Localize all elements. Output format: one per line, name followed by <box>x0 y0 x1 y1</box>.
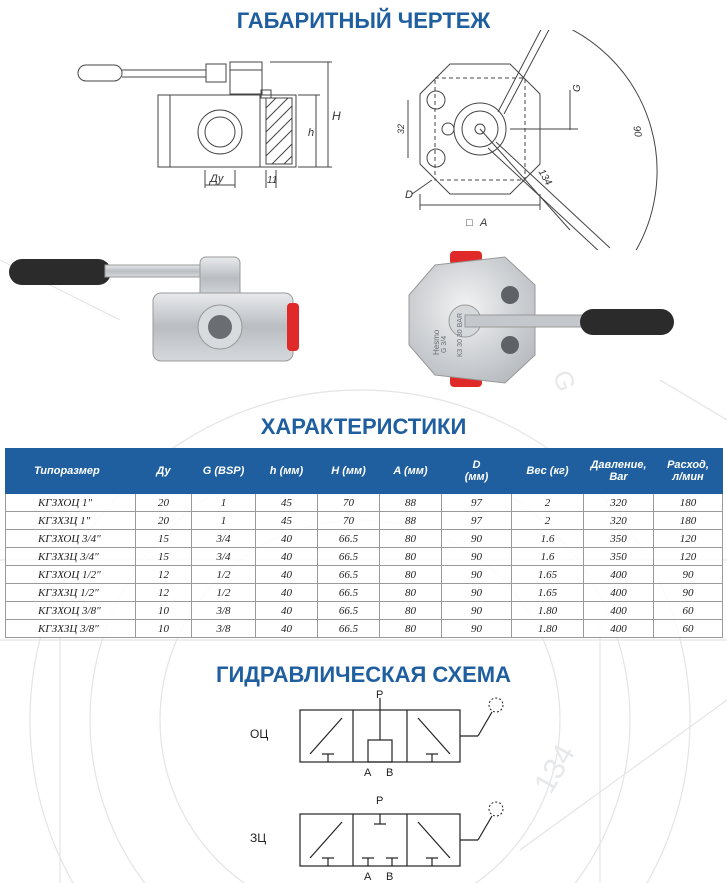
table-cell: 400 <box>584 584 654 602</box>
table-cell: 97 <box>442 512 512 530</box>
bg-g-text: G <box>546 365 583 396</box>
hydraulic-scheme-zc <box>250 790 530 883</box>
table-header-text: G (BSP) <box>202 465 245 477</box>
table-row <box>6 530 723 548</box>
table-cell: 20 <box>136 494 192 512</box>
table-header-cell <box>442 449 512 494</box>
table-cell: 90 <box>654 584 723 602</box>
specs-table <box>5 448 723 638</box>
table-cell: 40 <box>256 566 318 584</box>
table-cell: 60 <box>654 602 723 620</box>
table-cell: 400 <box>584 566 654 584</box>
table-cell: 10 <box>136 620 192 638</box>
table-cell: 88 <box>380 512 442 530</box>
table-header-text: Типоразмер <box>34 465 100 477</box>
table-row <box>6 602 723 620</box>
table-cell: 1.80 <box>512 620 584 638</box>
table-row <box>6 512 723 530</box>
hydraulic-heading: ГИДРАВЛИЧЕСКАЯ СХЕМА <box>215 662 512 687</box>
table-cell: 3/8 <box>192 620 256 638</box>
table-header-text: (мм) <box>464 471 489 483</box>
table-cell: 40 <box>256 584 318 602</box>
specs-heading: ХАРАКТЕРИСТИКИ <box>260 414 467 439</box>
table-cell: 1/2 <box>192 584 256 602</box>
table-cell: 1.80 <box>512 602 584 620</box>
table-cell: 120 <box>654 530 723 548</box>
table-header-cell <box>192 449 256 494</box>
g-dim-label: G <box>572 84 583 92</box>
table-cell: КГЗХЗЦ 1" <box>6 512 136 530</box>
table-cell: 180 <box>654 494 723 512</box>
table-cell: 1 <box>192 494 256 512</box>
table-cell: 400 <box>584 620 654 638</box>
table-cell: 66.5 <box>318 602 380 620</box>
table-cell: 350 <box>584 548 654 566</box>
table-row <box>6 566 723 584</box>
table-cell: 3/4 <box>192 548 256 566</box>
drawing-heading: ГАБАРИТНЫЙ ЧЕРТЕЖ <box>236 8 491 33</box>
side-view-drawing <box>70 50 360 200</box>
table-cell: КГЗХЗЦ 3/4" <box>6 548 136 566</box>
table-cell: 45 <box>256 494 318 512</box>
table-cell: 80 <box>380 566 442 584</box>
table-row <box>6 494 723 512</box>
hydraulic-scheme-oc <box>250 690 530 790</box>
table-cell: 15 <box>136 530 192 548</box>
table-cell: 66.5 <box>318 584 380 602</box>
d-dim-label: D <box>405 189 413 201</box>
table-cell: 1 <box>192 512 256 530</box>
table-cell: 400 <box>584 602 654 620</box>
scheme-oc-b: B <box>386 767 394 779</box>
table-header-text: H (мм) <box>331 465 366 477</box>
table-cell: 3/4 <box>192 530 256 548</box>
table-cell: 70 <box>318 494 380 512</box>
table-cell: 2 <box>512 494 584 512</box>
valve-brand-text: Hesmo <box>432 329 441 355</box>
table-cell: 3/8 <box>192 602 256 620</box>
a-square-symbol: □ <box>466 217 473 229</box>
table-header-cell <box>584 449 654 494</box>
table-cell: 40 <box>256 602 318 620</box>
table-header-cell <box>318 449 380 494</box>
table-body <box>6 494 723 638</box>
table-cell: 1/2 <box>192 566 256 584</box>
table-header-text: л/мин <box>672 471 704 483</box>
table-cell: 45 <box>256 512 318 530</box>
table-cell: 90 <box>442 602 512 620</box>
scheme-zc-a: A <box>364 871 372 883</box>
table-row <box>6 584 723 602</box>
table-cell: 88 <box>380 494 442 512</box>
table-cell: 40 <box>256 548 318 566</box>
table-cell: 80 <box>380 530 442 548</box>
table-cell: 66.5 <box>318 566 380 584</box>
table-cell: 80 <box>380 602 442 620</box>
table-header-cell <box>256 449 318 494</box>
h-small-dim-label: h <box>308 127 315 139</box>
table-cell: 60 <box>654 620 723 638</box>
valve-photo-top <box>395 245 680 395</box>
table-cell: 80 <box>380 584 442 602</box>
table-cell: 1.65 <box>512 566 584 584</box>
table-cell: КГЗХОЦ 3/8" <box>6 602 136 620</box>
table-cell: КГЗХОЦ 1" <box>6 494 136 512</box>
valve-pressure-text: КЗ 30 30 BAR <box>457 312 464 357</box>
table-cell: 97 <box>442 494 512 512</box>
table-cell: 12 <box>136 584 192 602</box>
table-header-text: Давление, <box>590 459 647 471</box>
table-cell: 40 <box>256 620 318 638</box>
table-cell: 80 <box>380 548 442 566</box>
table-cell: КГЗХОЦ 1/2" <box>6 566 136 584</box>
eleven-dim-label: 11 <box>267 175 278 186</box>
table-row <box>6 548 723 566</box>
scheme-oc-a: A <box>364 767 372 779</box>
table-cell: 1.6 <box>512 548 584 566</box>
top-view-drawing <box>370 30 690 250</box>
table-cell: 90 <box>442 566 512 584</box>
table-cell: 10 <box>136 602 192 620</box>
table-header-cell <box>6 449 136 494</box>
table-cell: 40 <box>256 530 318 548</box>
table-header-cell <box>654 449 723 494</box>
table-header-row <box>6 449 723 494</box>
table-row <box>6 620 723 638</box>
du-dim-label: Ду <box>210 173 224 185</box>
table-cell: 15 <box>136 548 192 566</box>
table-cell: 350 <box>584 530 654 548</box>
scheme-zc-b: B <box>386 871 394 883</box>
table-cell: КГЗХЗЦ 3/8" <box>6 620 136 638</box>
table-header-cell <box>512 449 584 494</box>
h-big-dim-label: H <box>332 109 341 123</box>
bg-dimension-text: 134 <box>528 739 582 799</box>
scheme-oc-label: ОЦ <box>250 727 269 741</box>
table-cell: 66.5 <box>318 620 380 638</box>
table-cell: 66.5 <box>318 548 380 566</box>
table-header-text: D <box>472 459 481 471</box>
table-cell: 66.5 <box>318 530 380 548</box>
ninety-dim-label: 90 <box>630 125 644 138</box>
table-header-text: h (мм) <box>269 465 304 477</box>
table-cell: 20 <box>136 512 192 530</box>
valve-g-text: G 3/4 <box>441 335 448 353</box>
table-cell: 90 <box>442 584 512 602</box>
scheme-oc-p: P <box>376 690 384 701</box>
table-cell: 70 <box>318 512 380 530</box>
table-cell: 120 <box>654 548 723 566</box>
table-cell: КГЗХОЦ 3/4" <box>6 530 136 548</box>
valve-photo-side <box>5 245 305 375</box>
table-cell: 90 <box>442 620 512 638</box>
table-header-cell <box>380 449 442 494</box>
table-cell: КГЗХЗЦ 1/2" <box>6 584 136 602</box>
scheme-zc-p: P <box>376 795 384 807</box>
onethirtyfour-dim-label: 134 <box>535 167 554 188</box>
table-cell: 90 <box>654 566 723 584</box>
table-header-text: Ду <box>156 465 171 477</box>
table-cell: 90 <box>442 548 512 566</box>
table-cell: 320 <box>584 512 654 530</box>
table-cell: 1.65 <box>512 584 584 602</box>
table-header-text: Вес (кг) <box>526 465 569 477</box>
table-cell: 80 <box>380 620 442 638</box>
table-cell: 1.6 <box>512 530 584 548</box>
table-cell: 90 <box>442 530 512 548</box>
table-cell: 12 <box>136 566 192 584</box>
table-cell: 320 <box>584 494 654 512</box>
scheme-zc-label: ЗЦ <box>250 831 267 845</box>
table-header-text: A (мм) <box>393 465 428 477</box>
table-cell: 2 <box>512 512 584 530</box>
table-header-cell <box>136 449 192 494</box>
a-dim-label: A <box>480 217 488 229</box>
thirtytwo-dim-label: 32 <box>396 123 406 134</box>
table-header-text: Bar <box>609 471 628 483</box>
table-cell: 180 <box>654 512 723 530</box>
table-header-text: Расход, <box>667 459 709 471</box>
